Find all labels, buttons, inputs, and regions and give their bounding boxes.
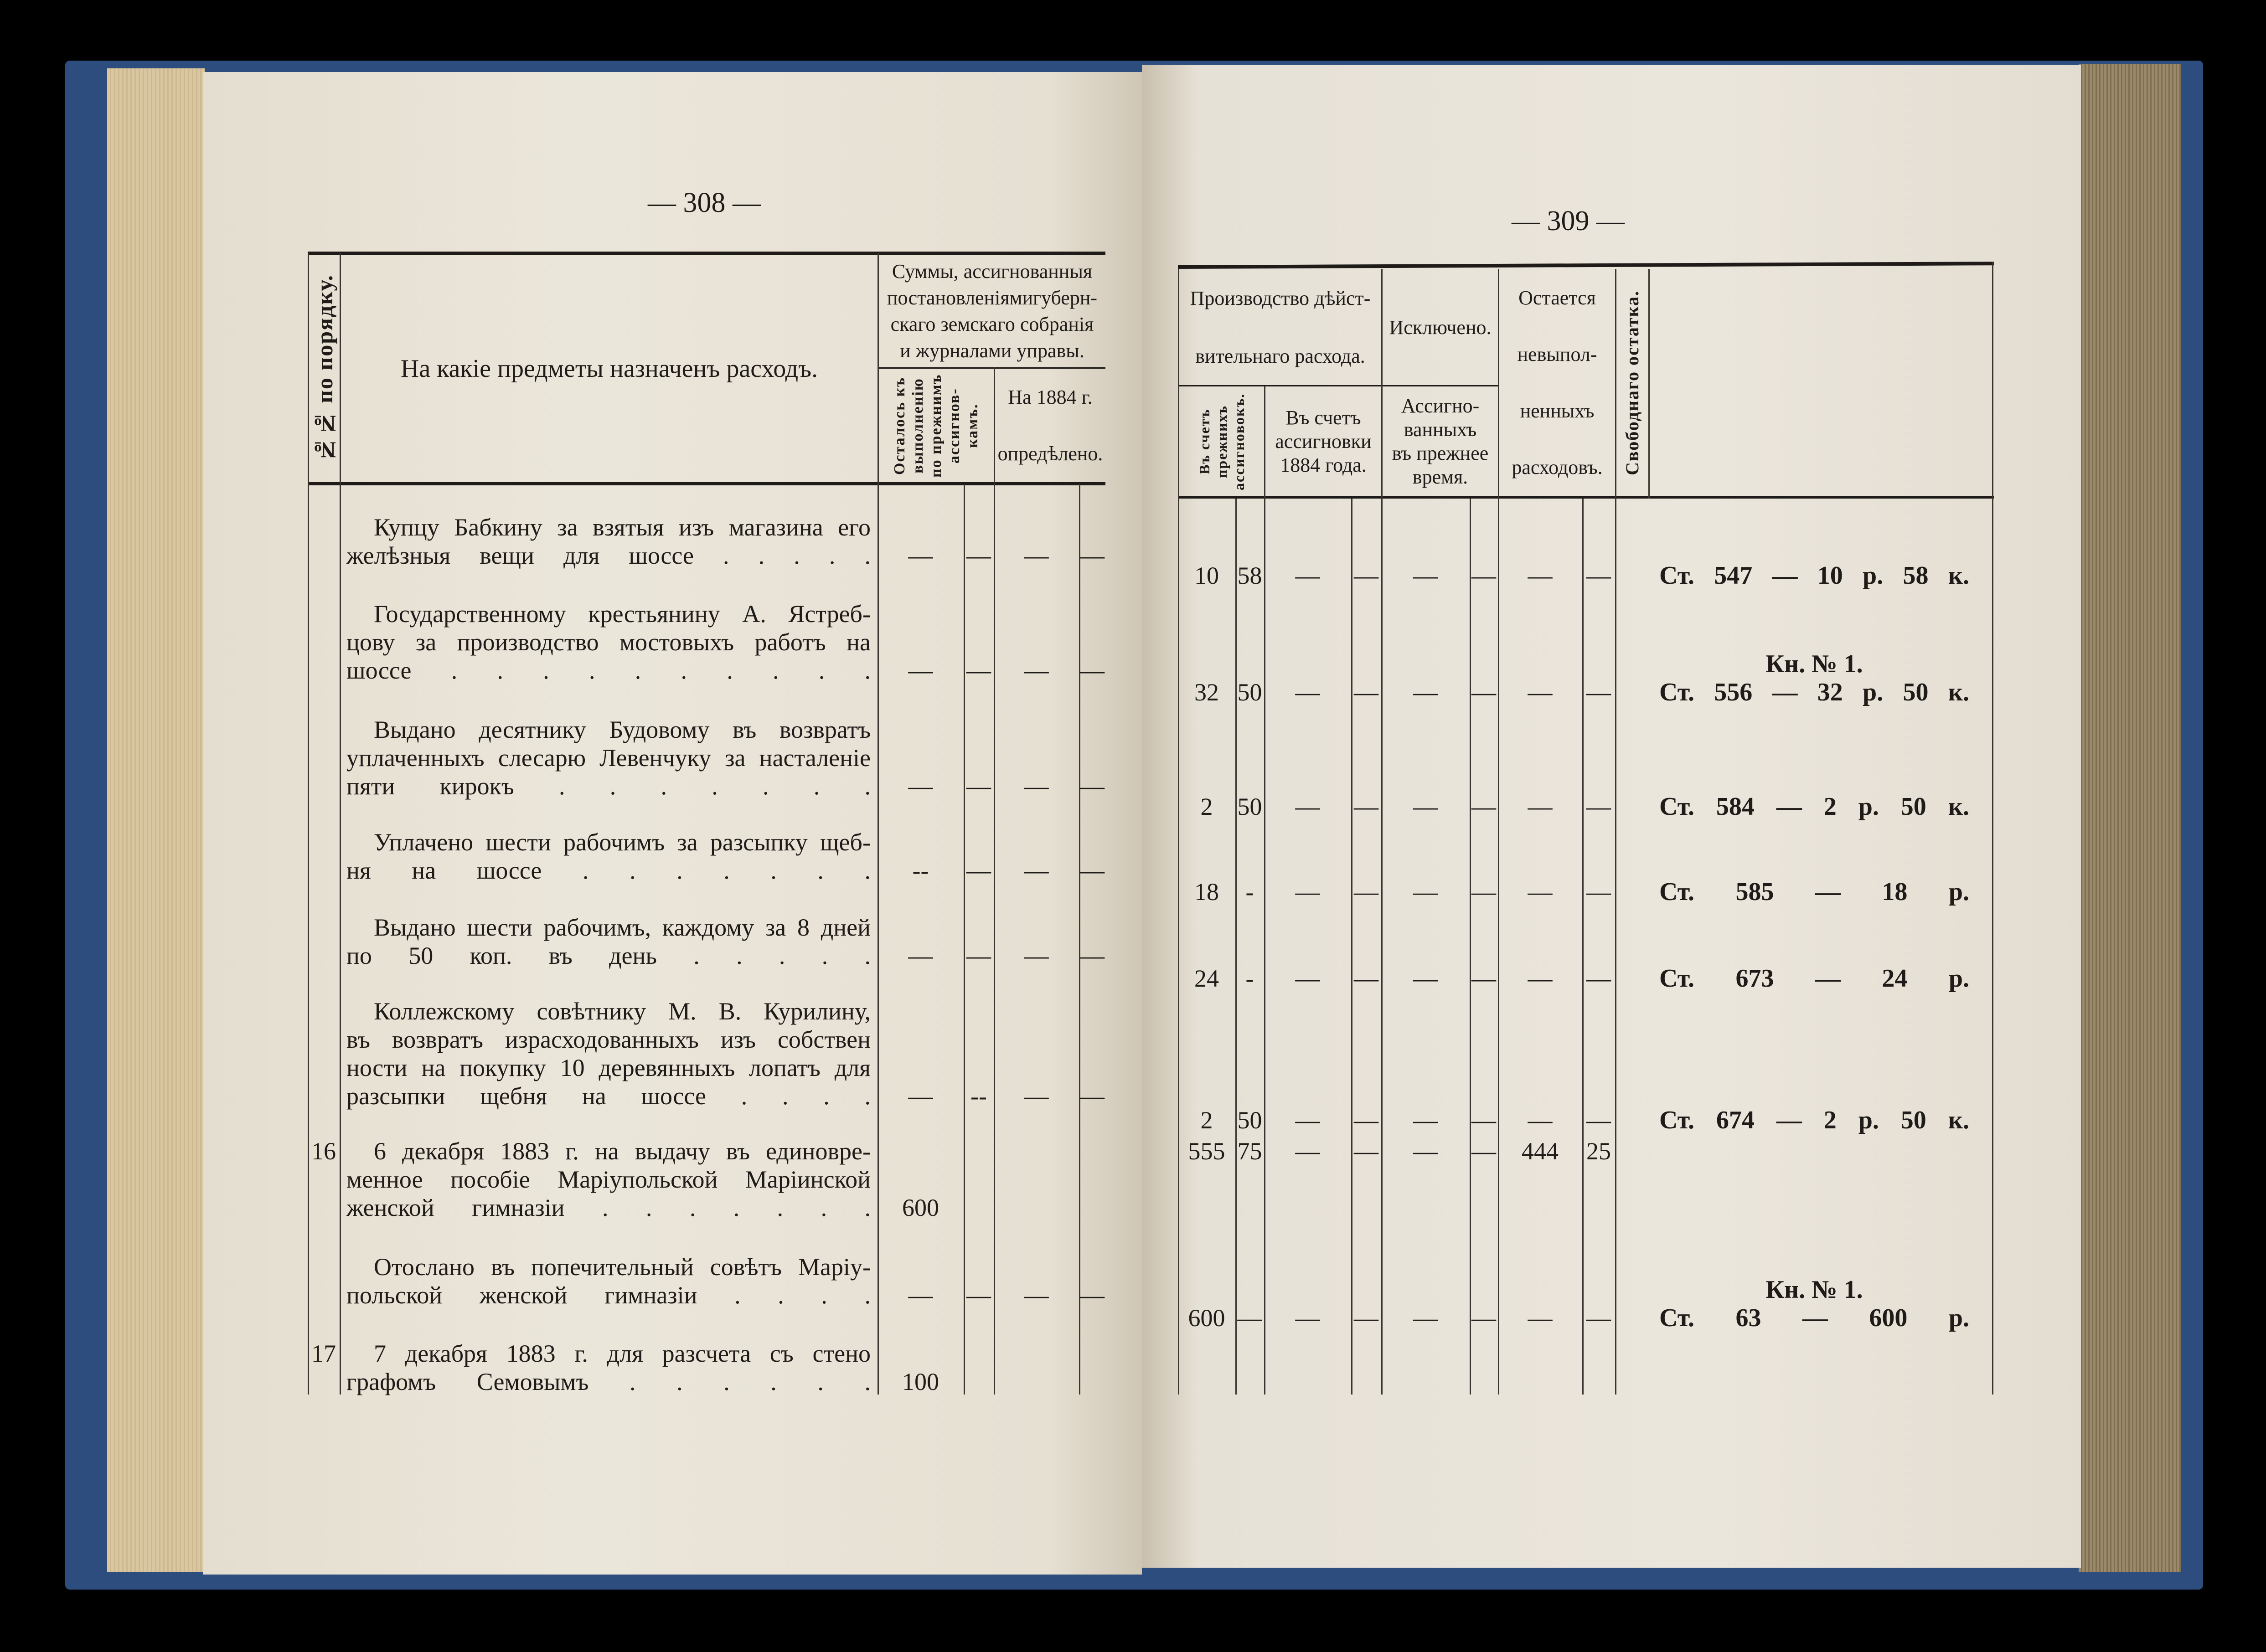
header-prior-assignments: Въ счетъ прежнихъ ассигновокъ. bbox=[1196, 393, 1247, 490]
row-value: — bbox=[1295, 965, 1320, 992]
row-value: — bbox=[1471, 562, 1496, 589]
row-value: — bbox=[908, 942, 933, 969]
article-reference: Ст. 674 — 2 р. 50 к. bbox=[1659, 1106, 1969, 1134]
row-value: 600 bbox=[902, 1194, 939, 1221]
row-value: — bbox=[1586, 1304, 1611, 1332]
row-value: — bbox=[1080, 942, 1105, 969]
row-value: — bbox=[1024, 1281, 1049, 1309]
row-value: — bbox=[908, 542, 933, 569]
header-number: №№ по порядку. bbox=[311, 274, 337, 463]
header-remaining: Осталось къ выполненію по прежнимъ ассигнов-камъ. bbox=[891, 374, 981, 478]
row-value: — bbox=[966, 657, 991, 684]
article-reference: Ст. 63 — 600 р. bbox=[1659, 1304, 1969, 1332]
row-value: — bbox=[966, 857, 991, 884]
page-edges-left bbox=[107, 68, 205, 1572]
row-value: — bbox=[1024, 1082, 1049, 1110]
row-text-line: Купцу Бабкину за взятыя изъ магазина его bbox=[374, 514, 871, 541]
row-text-line: Уплачено шести рабочимъ за разсыпку щеб- bbox=[374, 829, 871, 856]
article-reference: Ст. 547 — 10 р. 58 к. bbox=[1659, 561, 1969, 590]
row-value: — bbox=[1471, 1137, 1496, 1165]
row-value: — bbox=[966, 542, 991, 569]
row-value: — bbox=[1354, 562, 1378, 589]
page-number-right: — 309 — bbox=[1512, 206, 1625, 237]
row-value: — bbox=[1586, 965, 1611, 992]
row-value: — bbox=[1528, 562, 1553, 589]
book-reference: Кн. № 1. bbox=[1765, 650, 1863, 678]
row-value: — bbox=[1528, 793, 1553, 820]
row-value: 600 bbox=[1188, 1304, 1225, 1332]
row-value: — bbox=[1024, 857, 1049, 884]
row-value: 2 bbox=[1200, 793, 1213, 820]
row-value: — bbox=[1080, 857, 1105, 884]
row-value: — bbox=[1295, 1137, 1320, 1165]
row-value: 50 bbox=[1237, 793, 1262, 820]
row-text-line: 7 декабря 1883 г. для разсчета съ стено bbox=[374, 1340, 871, 1367]
row-value: — bbox=[1413, 562, 1438, 589]
row-value: 10 bbox=[1194, 562, 1219, 589]
row-value: — bbox=[1024, 942, 1049, 969]
row-value: 24 bbox=[1194, 965, 1219, 992]
row-text-line: менное пособіе Маріупольской Маріинской bbox=[346, 1166, 871, 1193]
row-value: — bbox=[1024, 542, 1049, 569]
header-assignment-1884: Въ счетъ ассигновки 1884 года. bbox=[1275, 407, 1372, 476]
row-text-line: Выдано шести рабочимъ, каждому за 8 дней bbox=[374, 914, 871, 941]
row-value: — bbox=[1471, 679, 1496, 706]
row-value: — bbox=[1080, 657, 1105, 684]
row-value: — bbox=[1413, 793, 1438, 820]
row-value: — bbox=[1413, 1137, 1438, 1165]
row-value: — bbox=[1354, 1137, 1378, 1165]
row-value: 444 bbox=[1522, 1137, 1559, 1165]
header-remaining-unexecuted: Остается невыпол- ненныхъ расходовъ. bbox=[1512, 287, 1603, 479]
row-text-line: 6 декабря 1883 г. на выдачу въ единовре- bbox=[374, 1137, 871, 1165]
row-text-line: Государственному крестьянину А. Ястреб- bbox=[374, 600, 871, 628]
row-text-line: по 50 коп. въ день . . . . . bbox=[346, 942, 871, 969]
row-value: — bbox=[966, 1281, 991, 1309]
row-value: — bbox=[966, 772, 991, 800]
article-reference: Ст. 556 — 32 р. 50 к. bbox=[1659, 678, 1969, 706]
row-value: — bbox=[1354, 965, 1378, 992]
row-value: — bbox=[1080, 772, 1105, 800]
row-text-line: пяти кирокъ . . . . . . . bbox=[346, 772, 871, 800]
row-number: 16 bbox=[311, 1137, 336, 1165]
row-value: — bbox=[1413, 965, 1438, 992]
row-text-line: цову за производство мостовыхъ работъ на bbox=[346, 628, 871, 656]
header-sums: Суммы, ассигнованныя постановленіямигуберн- скаго земскаго собранія и журналами управы. bbox=[887, 260, 1098, 362]
row-text-line: Коллежскому совѣтнику М. В. Курилину, bbox=[374, 998, 871, 1025]
page-edges-right bbox=[2079, 64, 2181, 1572]
row-value: — bbox=[1413, 878, 1438, 906]
row-value: — bbox=[1471, 965, 1496, 992]
header-production: Производство дѣйст- вительнаго расхода. bbox=[1190, 287, 1371, 367]
header-free-balance: Свободнаго остатка. bbox=[1622, 290, 1642, 475]
row-value: — bbox=[1586, 679, 1611, 706]
row-value: 100 bbox=[902, 1368, 939, 1395]
row-value: 50 bbox=[1237, 1106, 1262, 1134]
row-value: — bbox=[1528, 878, 1553, 906]
row-value: -- bbox=[912, 857, 929, 884]
row-value: — bbox=[1413, 1106, 1438, 1134]
row-text-line: Выдано десятнику Будовому въ возвратъ bbox=[374, 716, 871, 743]
header-description: На какіе предметы назначенъ расходъ. bbox=[400, 355, 818, 383]
row-text-line: ности на покупку 10 деревянныхъ лопатъ для bbox=[346, 1054, 871, 1081]
row-value: 58 bbox=[1237, 562, 1262, 589]
row-value: — bbox=[1586, 1106, 1611, 1134]
row-value: — bbox=[1024, 772, 1049, 800]
row-value: — bbox=[1528, 1106, 1553, 1134]
row-text-line: разсыпки щебня на шоссе . . . . bbox=[346, 1082, 871, 1110]
row-value: — bbox=[908, 1082, 933, 1110]
row-value: — bbox=[1295, 562, 1320, 589]
row-value: 2 bbox=[1200, 1106, 1213, 1134]
row-value: — bbox=[1295, 793, 1320, 820]
row-value: — bbox=[1471, 793, 1496, 820]
article-reference: Ст. 673 — 24 р. bbox=[1659, 964, 1969, 993]
row-value: 555 bbox=[1188, 1137, 1225, 1165]
row-value: — bbox=[1354, 1106, 1378, 1134]
row-value: — bbox=[1471, 1106, 1496, 1134]
row-value: 75 bbox=[1237, 1137, 1262, 1165]
row-value: — bbox=[908, 772, 933, 800]
row-value: — bbox=[1413, 679, 1438, 706]
row-text-line: желѣзныя вещи для шоссе . . . . . bbox=[346, 542, 871, 569]
row-value: — bbox=[1080, 1082, 1105, 1110]
row-value: — bbox=[1586, 878, 1611, 906]
row-value: - bbox=[1245, 965, 1254, 992]
row-value: — bbox=[908, 1281, 933, 1309]
row-value: — bbox=[1354, 793, 1378, 820]
row-value: 18 bbox=[1194, 878, 1219, 906]
row-value: — bbox=[1237, 1304, 1262, 1332]
row-value: — bbox=[1354, 1304, 1378, 1332]
book-reference: Кн. № 1. bbox=[1765, 1276, 1863, 1304]
row-value: — bbox=[1024, 657, 1049, 684]
row-text-line: шоссе . . . . . . . . . . bbox=[346, 657, 871, 684]
row-text-line: ня на шоссе . . . . . . . bbox=[346, 857, 871, 884]
row-number: 17 bbox=[311, 1340, 336, 1367]
header-1884: На 1884 г. опредѣлено. bbox=[997, 386, 1103, 465]
row-value: — bbox=[908, 657, 933, 684]
article-reference: Ст. 585 — 18 р. bbox=[1659, 878, 1969, 906]
row-value: — bbox=[1295, 1304, 1320, 1332]
row-value: — bbox=[1295, 1106, 1320, 1134]
row-value: 50 bbox=[1237, 679, 1262, 706]
row-value: — bbox=[1413, 1304, 1438, 1332]
row-value: — bbox=[966, 942, 991, 969]
row-value: — bbox=[1080, 1281, 1105, 1309]
row-value: — bbox=[1354, 878, 1378, 906]
row-value: — bbox=[1586, 562, 1611, 589]
header-excluded-sub: Ассигно- ванныхъ въ прежнее время. bbox=[1392, 395, 1489, 488]
row-text-line: Отослано въ попечительный совѣтъ Маріу- bbox=[374, 1253, 871, 1281]
row-value: — bbox=[1080, 542, 1105, 569]
row-text-line: польской женской гимназіи . . . . bbox=[346, 1281, 871, 1309]
row-value: 25 bbox=[1586, 1137, 1611, 1165]
row-value: - bbox=[1245, 878, 1254, 906]
row-value: — bbox=[1354, 679, 1378, 706]
row-text-line: женской гимназіи . . . . . . . bbox=[346, 1194, 871, 1221]
page-number-left: — 308 — bbox=[648, 187, 761, 218]
row-text-line: въ возвратъ израсходованныхъ изъ собствен bbox=[346, 1026, 871, 1053]
row-value: — bbox=[1295, 679, 1320, 706]
header-excluded: Исключено. bbox=[1389, 316, 1492, 339]
row-value: — bbox=[1586, 793, 1611, 820]
row-value: — bbox=[1528, 679, 1553, 706]
row-value: — bbox=[1471, 878, 1496, 906]
row-value: — bbox=[1528, 1304, 1553, 1332]
row-value: — bbox=[1471, 1304, 1496, 1332]
row-value: — bbox=[1528, 965, 1553, 992]
row-value: -- bbox=[970, 1082, 987, 1110]
row-value: 32 bbox=[1194, 679, 1219, 706]
article-reference: Ст. 584 — 2 р. 50 к. bbox=[1659, 793, 1969, 821]
row-text-line: уплаченныхъ слесарю Левенчуку за насталеніе bbox=[346, 744, 871, 772]
row-value: — bbox=[1295, 878, 1320, 906]
row-text-line: графомъ Семовымъ . . . . . . bbox=[346, 1368, 871, 1395]
